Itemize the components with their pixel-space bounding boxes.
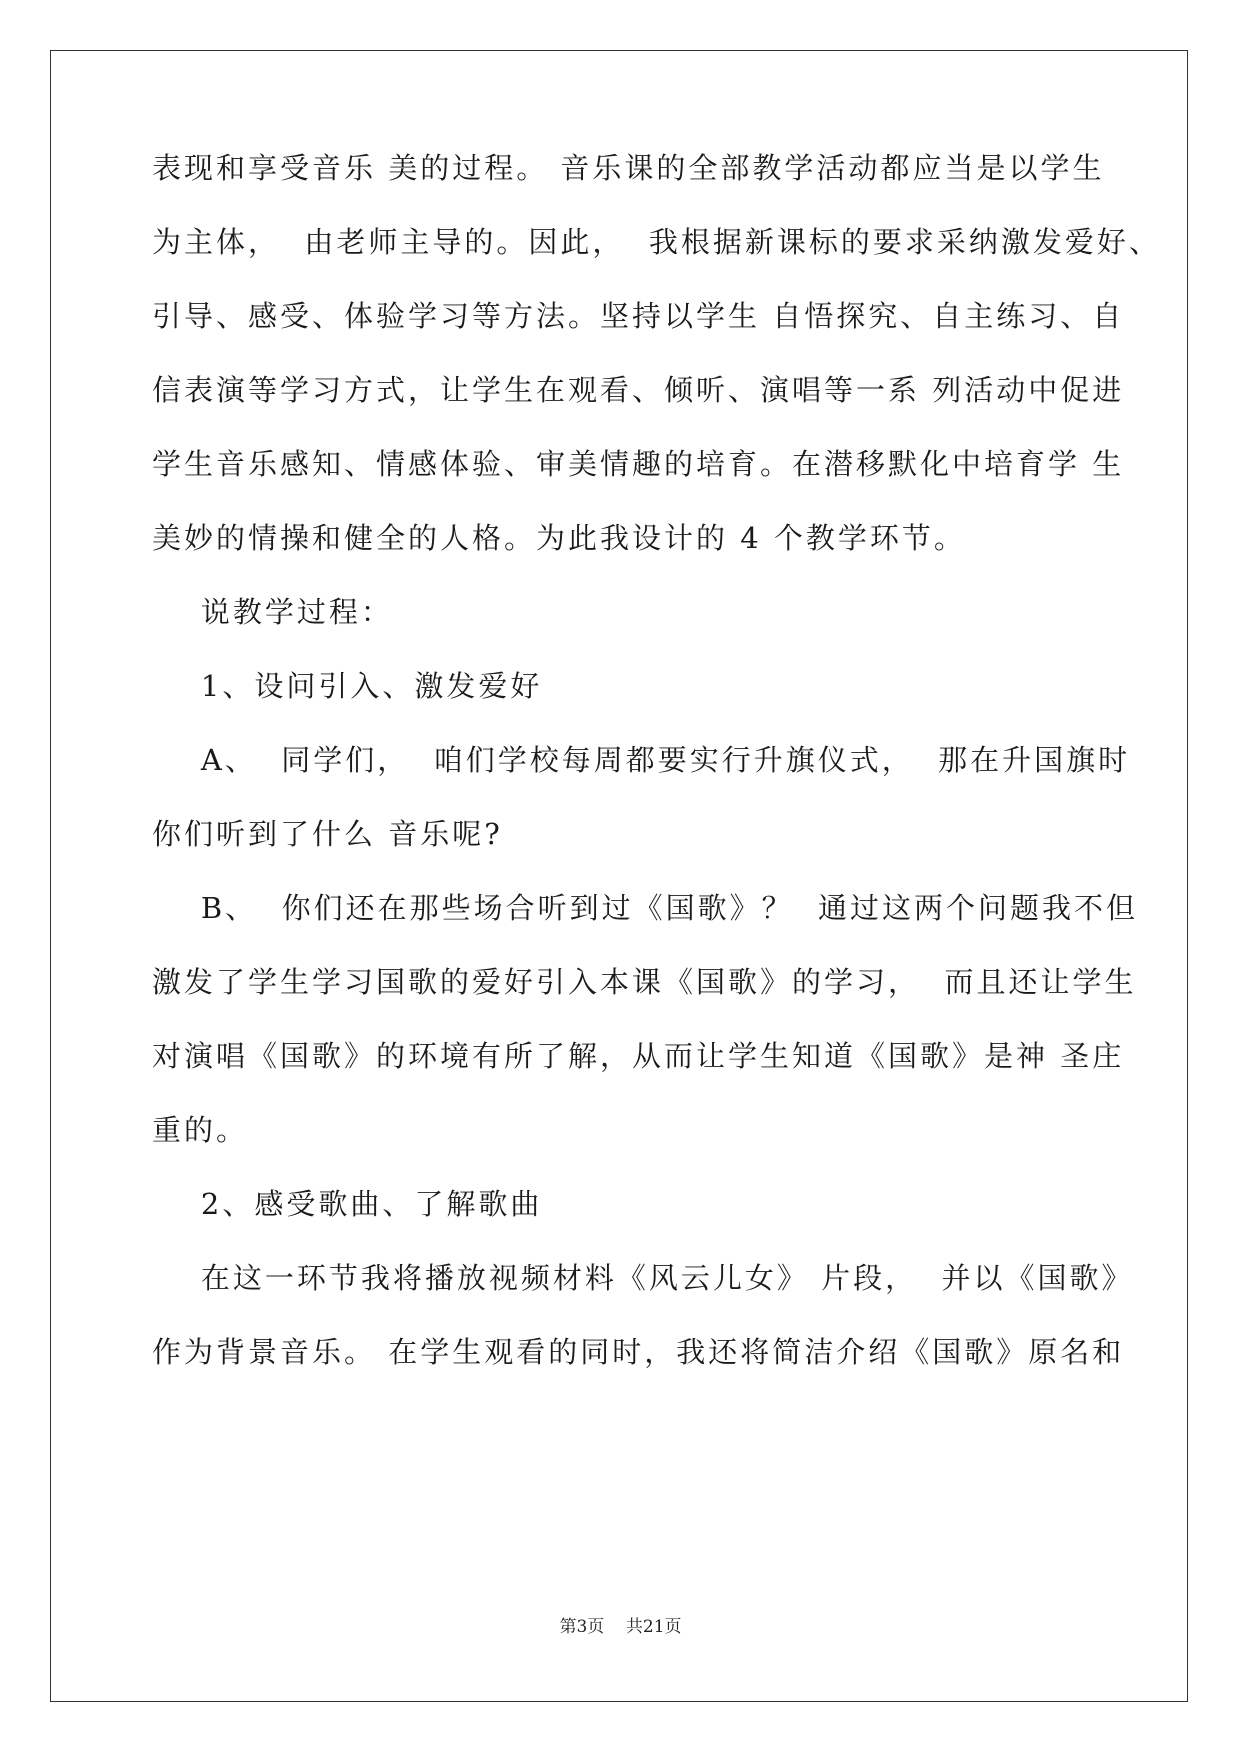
- text-line: 信表演等学习方式，让学生在观看、倾听、演唱等一系 列活动中促进: [152, 373, 1125, 407]
- text-line: 对演唱《国歌》的环境有所了解，从而让学生知道《国歌》是神 圣庄: [152, 1039, 1125, 1073]
- text-line: 学生音乐感知、情感体验、审美情趣的培育。在潜移默化中培育学 生: [152, 447, 1125, 481]
- text-line: 为主体， 由老师主导的。因此， 我根据新课标的要求采纳激发爱好、: [152, 225, 1161, 259]
- text-line: B、 你们还在那些场合听到过《国歌》？ 通过这两个问题我不但: [152, 891, 1139, 925]
- page-number: 第3页: [559, 1617, 605, 1637]
- text-line: 在这一环节我将播放视频材料《风云儿女》 片段， 并以《国歌》: [152, 1261, 1134, 1295]
- subsection-heading: 2、感受歌曲、了解歌曲: [152, 1187, 543, 1221]
- text-line: 引导、感受、体验学习等方法。坚持以学生 自悟探究、自主练习、自: [152, 299, 1125, 333]
- text-line: 你们听到了什么 音乐呢?: [152, 817, 503, 851]
- text-line: 重的。: [152, 1113, 249, 1147]
- text-line: 美妙的情操和健全的人格。为此我设计的 4 个教学环节。: [152, 521, 966, 555]
- section-heading: 说教学过程：: [152, 595, 393, 629]
- subsection-heading: 1、设问引入、激发爱好: [152, 669, 543, 703]
- page-total: 共21页: [625, 1617, 682, 1637]
- text-line: 激发了学生学习国歌的爱好引入本课《国歌》的学习， 而且还让学生: [152, 965, 1137, 999]
- text-line: 作为背景音乐。 在学生观看的同时，我还将简洁介绍《国歌》原名和: [152, 1335, 1125, 1369]
- text-line: 表现和享受音乐 美的过程。 音乐课的全部教学活动都应当是以学生: [152, 151, 1105, 185]
- text-line: A、 同学们， 咱们学校每周都要实行升旗仪式， 那在升国旗时: [152, 743, 1131, 777]
- page-footer: [0, 1612, 1241, 1637]
